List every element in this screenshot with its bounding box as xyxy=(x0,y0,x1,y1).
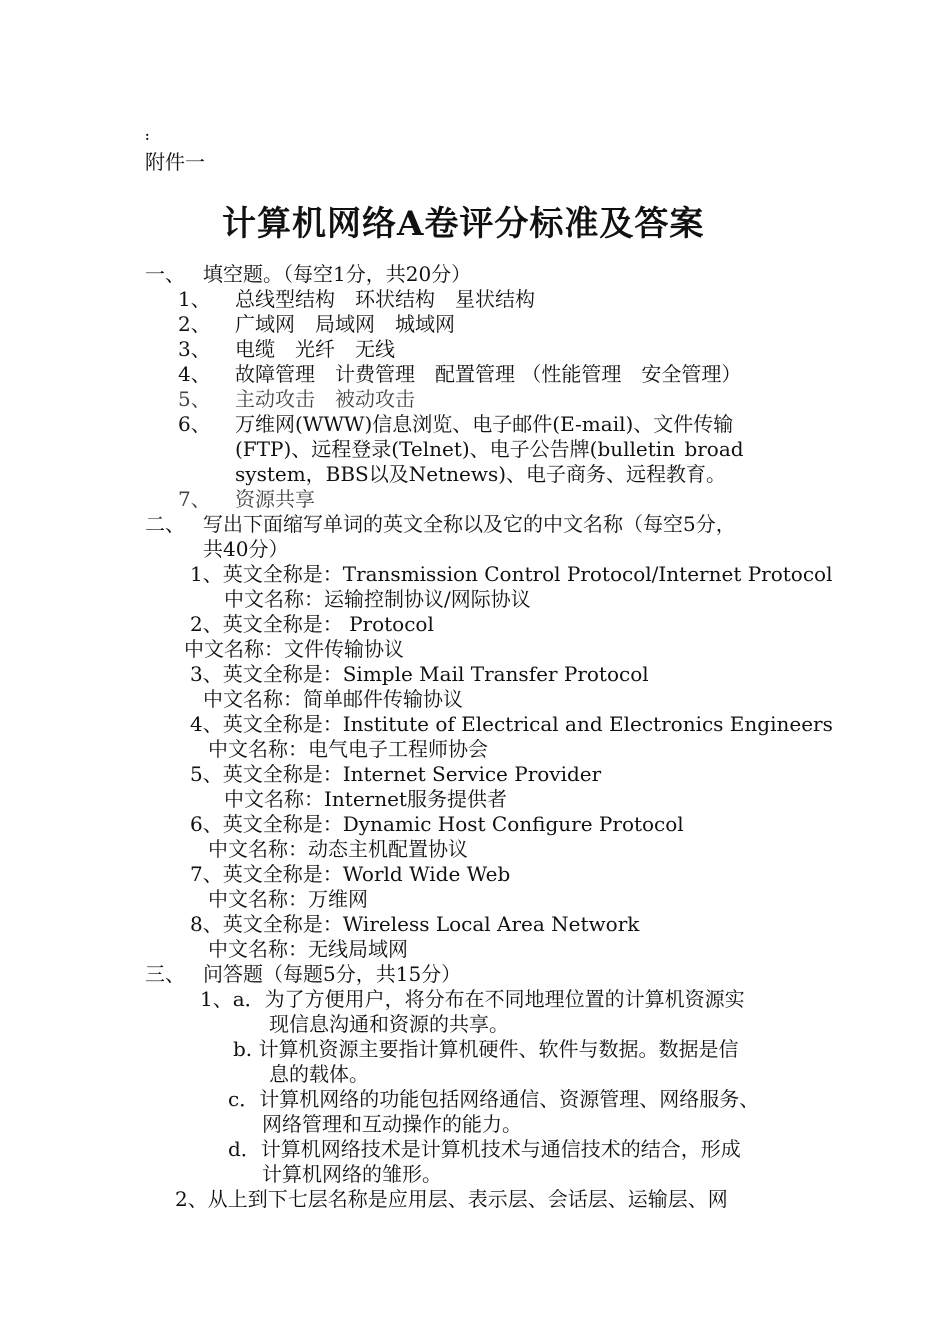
s2-item-5-chinese: 中文名称：Internet服务提供者 xyxy=(224,787,507,811)
s3-q1-a-line-2: 现信息沟通和资源的共享。 xyxy=(269,1012,509,1036)
header-dot: : xyxy=(145,129,150,143)
s2-item-3-english: 3、英文全称是：Simple Mail Transfer Protocol xyxy=(190,662,649,686)
s3-q1-b-line-1: b. 计算机资源主要指计算机硬件、软件与数据。数据是信 xyxy=(233,1037,739,1061)
s3-q1-c-line-1: c．计算机网络的功能包括网络通信、资源管理、网络服务、 xyxy=(228,1087,760,1111)
s1-item-5-text: 主动攻击 被动攻击 xyxy=(235,387,415,411)
s1-item-6-line-2: (FTP)、远程登录(Telnet)、电子公告牌(bulletin broad xyxy=(235,437,744,461)
s3-q1-a-line-1: 1、a．为了方便用户，将分布在不同地理位置的计算机资源实 xyxy=(200,987,745,1011)
s1-item-4-text: 故障管理 计费管理 配置管理 （性能管理 安全管理） xyxy=(235,362,742,386)
s1-item-1-text: 总线型结构 环状结构 星状结构 xyxy=(235,287,535,311)
s1-item-7-number: 7、 xyxy=(178,487,211,511)
page-title: 计算机网络A卷评分标准及答案 xyxy=(222,204,705,244)
section-3-number: 三、 xyxy=(145,962,185,986)
s2-item-1-english: 1、英文全称是：Transmission Control Protocol/Internet Protocol xyxy=(190,562,833,586)
section-2-heading: 写出下面缩写单词的英文全称以及它的中文名称（每空5分， xyxy=(203,512,736,536)
section-1-number: 一、 xyxy=(145,262,185,286)
s2-item-7-english: 7、英文全称是：World Wide Web xyxy=(190,862,511,886)
s2-item-2-chinese: 中文名称：文件传输协议 xyxy=(184,637,404,661)
s3-q1-b-line-2: 息的载体。 xyxy=(269,1062,369,1086)
s2-item-6-english: 6、英文全称是：Dynamic Host Configure Protocol xyxy=(190,812,684,836)
s2-item-1-chinese: 中文名称：运输控制协议/网际协议 xyxy=(224,587,531,611)
s3-q1-d-line-2: 计算机网络的雏形。 xyxy=(262,1162,442,1186)
s1-item-7-text: 资源共享 xyxy=(235,487,315,511)
s1-item-3-number: 3、 xyxy=(178,337,211,361)
s1-item-6-line-1: 万维网(WWW)信息浏览、电子邮件(E-mail)、文件传输 xyxy=(235,412,734,436)
s3-q1-d-line-1: d．计算机网络技术是计算机技术与通信技术的结合，形成 xyxy=(228,1137,741,1161)
s1-item-2-text: 广域网 局域网 城域网 xyxy=(235,312,455,336)
s2-item-3-chinese: 中文名称：简单邮件传输协议 xyxy=(203,687,463,711)
s1-item-1-number: 1、 xyxy=(178,287,211,311)
s3-q2-line-1: 2、从上到下七层名称是应用层、表示层、会话层、运输层、网 xyxy=(175,1187,728,1211)
s3-q1-c-line-2: 网络管理和互动操作的能力。 xyxy=(262,1112,522,1136)
s2-item-2-english: 2、英文全称是： Protocol xyxy=(190,612,434,636)
s1-item-5-number: 5、 xyxy=(178,387,211,411)
s2-item-4-chinese: 中文名称：电气电子工程师协会 xyxy=(208,737,488,761)
section-3-heading: 问答题（每题5分，共15分） xyxy=(203,962,462,986)
attachment-label: 附件一 xyxy=(145,150,205,174)
s2-item-5-english: 5、英文全称是：Internet Service Provider xyxy=(190,762,602,786)
s1-item-6-line-3: system，BBS以及Netnews)、电子商务、远程教育。 xyxy=(235,462,727,486)
s1-item-6-number: 6、 xyxy=(178,412,211,436)
section-2-number: 二、 xyxy=(145,512,185,536)
s2-item-8-chinese: 中文名称：无线局域网 xyxy=(208,937,408,961)
section-2-heading-cont: 共40分） xyxy=(203,537,289,561)
section-1-heading: 填空题。（每空1分，共20分） xyxy=(203,262,472,286)
s2-item-6-chinese: 中文名称：动态主机配置协议 xyxy=(208,837,468,861)
s1-item-2-number: 2、 xyxy=(178,312,211,336)
s2-item-8-english: 8、英文全称是：Wireless Local Area Network xyxy=(190,912,640,936)
s2-item-4-english: 4、英文全称是：Institute of Electrical and Electronics Engineers xyxy=(190,712,833,736)
s1-item-4-number: 4、 xyxy=(178,362,211,386)
s2-item-7-chinese: 中文名称：万维网 xyxy=(208,887,368,911)
s1-item-3-text: 电缆 光纤 无线 xyxy=(235,337,395,361)
